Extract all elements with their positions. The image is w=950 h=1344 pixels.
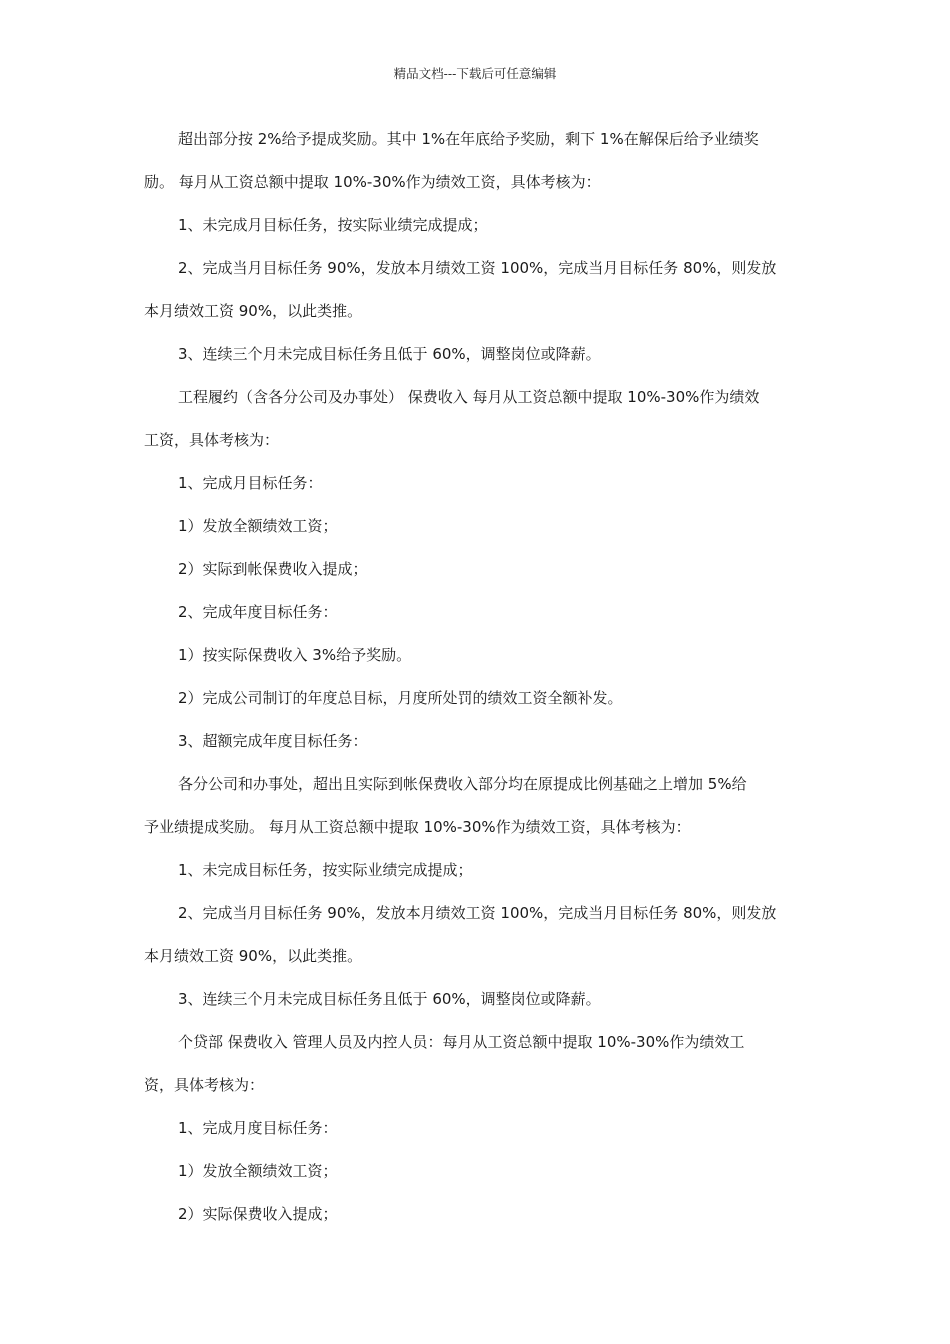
paragraph-line: 工程履约（含各分公司及办事处） 保费收入 每月从工资总额中提取 10%-30%作为绩效 <box>178 388 760 406</box>
paragraph-line: 本月绩效工资 90%，以此类推。 <box>144 302 363 320</box>
paragraph-line: 1、未完成目标任务，按实际业绩完成提成； <box>178 861 473 879</box>
paragraph-line: 1、完成月度目标任务： <box>178 1119 338 1137</box>
paragraph-line: 工资，具体考核为： <box>144 431 280 449</box>
paragraph-line: 2）实际保费收入提成； <box>178 1205 338 1223</box>
paragraph-line: 资，具体考核为： <box>144 1076 265 1094</box>
paragraph-line: 2、完成当月目标任务 90%，发放本月绩效工资 100%，完成当月目标任务 80%，则发放 <box>178 904 777 922</box>
paragraph-line: 3、连续三个月未完成目标任务且低于 60%，调整岗位或降薪。 <box>178 345 601 363</box>
paragraph-line: 3、超额完成年度目标任务： <box>178 732 368 750</box>
paragraph-line: 1）按实际保费收入 3%给予奖励。 <box>178 646 412 664</box>
paragraph-line: 2）完成公司制订的年度总目标，月度所处罚的绩效工资全额补发。 <box>178 689 623 707</box>
paragraph-line: 超出部分按 2%给予提成奖励。其中 1%在年底给予奖励，剩下 1%在解保后给予业绩奖 <box>178 130 759 148</box>
paragraph-line: 励。 每月从工资总额中提取 10%-30%作为绩效工资，具体考核为： <box>144 173 601 191</box>
paragraph-line: 2、完成当月目标任务 90%，发放本月绩效工资 100%，完成当月目标任务 80%，则发放 <box>178 259 777 277</box>
paragraph-line: 个贷部 保费收入 管理人员及内控人员：每月从工资总额中提取 10%-30%作为绩效工 <box>178 1033 745 1051</box>
paragraph-line: 3、连续三个月未完成目标任务且低于 60%，调整岗位或降薪。 <box>178 990 601 1008</box>
paragraph-line: 1）发放全额绩效工资； <box>178 517 338 535</box>
paragraph-line: 2）实际到帐保费收入提成； <box>178 560 368 578</box>
paragraph-line: 各分公司和办事处，超出且实际到帐保费收入部分均在原提成比例基础之上增加 5%给 <box>178 775 747 793</box>
paragraph-line: 本月绩效工资 90%，以此类推。 <box>144 947 363 965</box>
paragraph-line: 1、未完成月目标任务，按实际业绩完成提成； <box>178 216 488 234</box>
paragraph-line: 2、完成年度目标任务： <box>178 603 338 621</box>
paragraph-line: 1、完成月目标任务： <box>178 474 323 492</box>
paragraph-line: 予业绩提成奖励。 每月从工资总额中提取 10%-30%作为绩效工资，具体考核为： <box>144 818 691 836</box>
page-header: 精品文档---下载后可任意编辑 <box>393 66 557 81</box>
paragraph-line: 1）发放全额绩效工资； <box>178 1162 338 1180</box>
document-body <box>144 118 808 1236</box>
